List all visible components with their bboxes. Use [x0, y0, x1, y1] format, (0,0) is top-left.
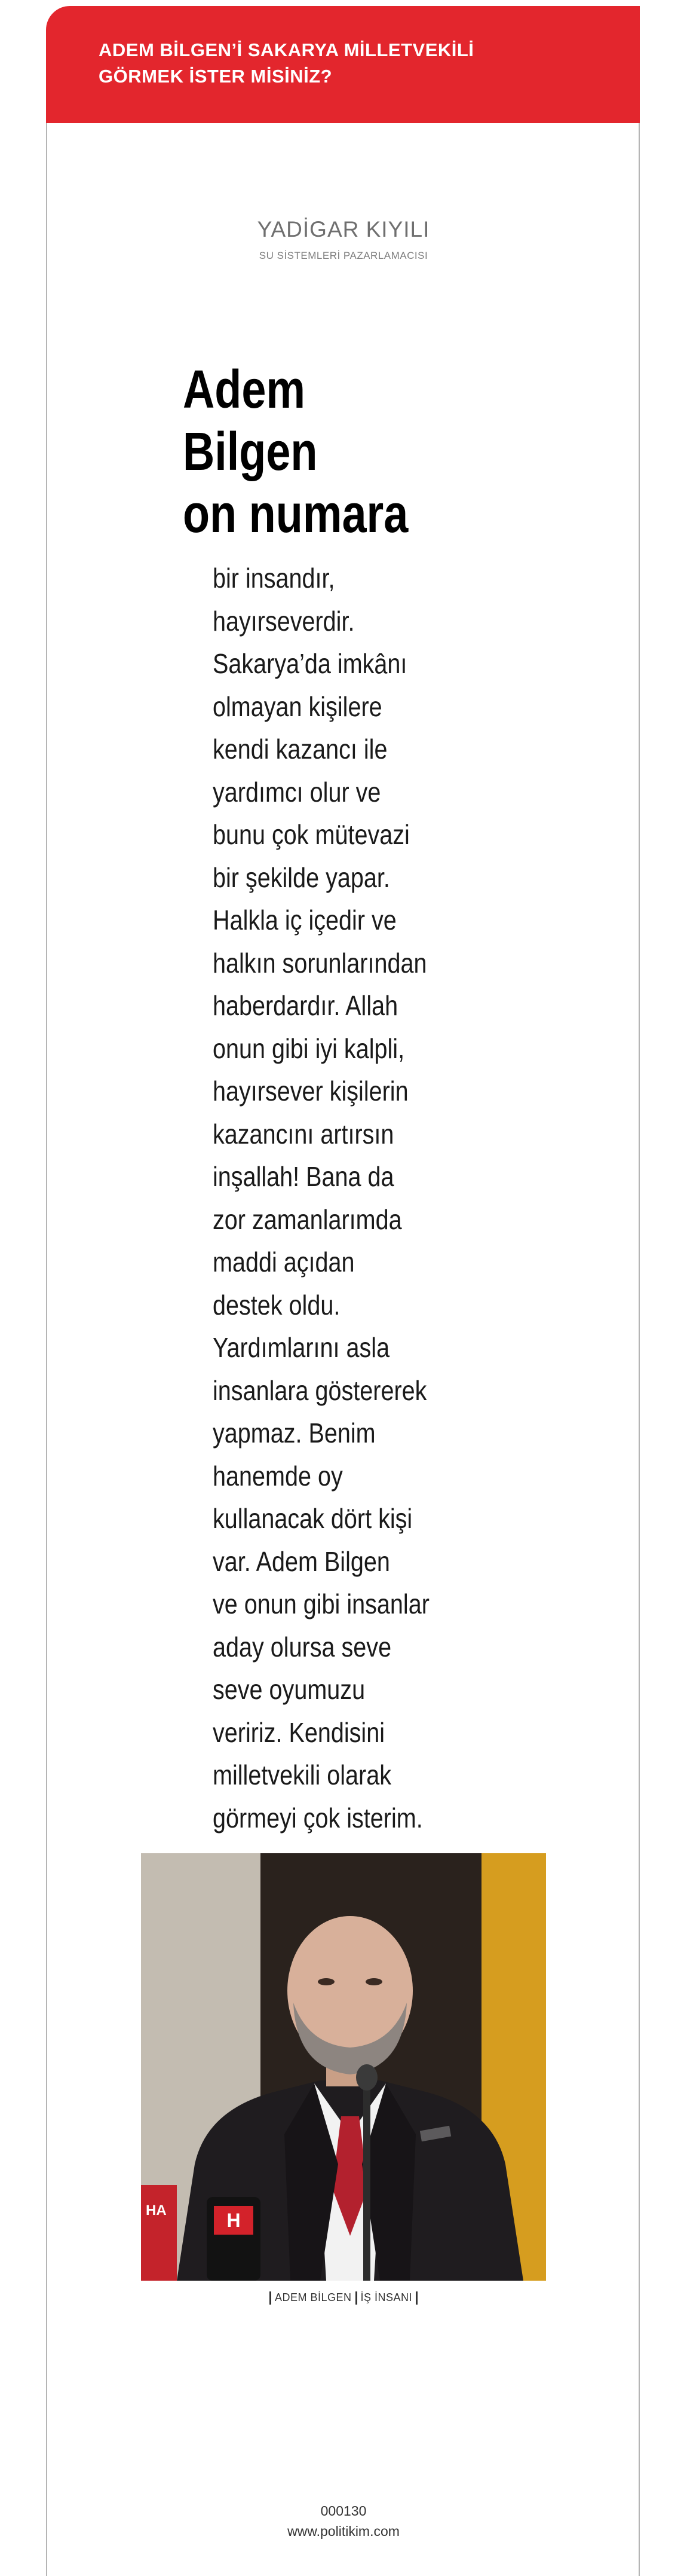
mic-logo-text: H — [226, 2210, 241, 2231]
eye-right — [366, 1978, 382, 1985]
body-line: bir insandır, — [213, 563, 335, 594]
body-line: maddi açıdan — [213, 1246, 355, 1278]
body-line: aday olursa seve — [213, 1631, 392, 1663]
body-line: görmeyi çok isterim. — [213, 1802, 423, 1834]
header-banner — [46, 6, 640, 123]
body-line: zor zamanlarımda — [213, 1203, 402, 1235]
body-line: insanlara göstererek — [213, 1374, 427, 1406]
photo-caption — [0, 2291, 687, 2305]
body-line: halkın sorunlarından — [213, 947, 427, 979]
portrait-illustration — [141, 1853, 546, 2281]
body-line: inşallah! Bana da — [213, 1161, 394, 1192]
banner-title-line-1: ADEM BİLGEN’İ SAKARYA MİLLETVEKİLİ — [99, 39, 474, 60]
body-line: yardımcı olur ve — [213, 776, 381, 808]
caption-name: ADEM BİLGEN — [274, 2291, 352, 2303]
body-line: kazancını artırsın — [213, 1118, 394, 1150]
caption-role: İŞ İNSANI — [360, 2291, 413, 2303]
body-line: kendi kazancı ile — [213, 734, 388, 765]
body-line: yapmaz. Benim — [213, 1417, 376, 1449]
mic-stand — [363, 2068, 370, 2281]
body-line: bir şekilde yapar. — [213, 861, 390, 893]
banner-title-line-2: GÖRMEK İSTER MİSİNİZ? — [99, 66, 333, 87]
body-line: Halkla iç içedir ve — [213, 904, 397, 936]
body-line: seve oyumuzu — [213, 1674, 366, 1705]
body-line: ve onun gibi insanlar — [213, 1588, 430, 1619]
headline-line-2: Bilgen — [183, 422, 318, 482]
article-body — [213, 557, 470, 1839]
caption-divider — [355, 2291, 357, 2305]
mic-left-logo-text: HA — [146, 2202, 167, 2219]
page-number: 000130 — [320, 2503, 367, 2519]
body-line: haberdardır. Allah — [213, 990, 398, 1021]
body-line: onun gibi iyi kalpli, — [213, 1032, 405, 1064]
caption-divider — [416, 2291, 418, 2305]
eye-left — [318, 1978, 335, 1985]
body-line: Yardımlarını asla — [213, 1332, 390, 1363]
body-line: olmayan kişilere — [213, 690, 382, 722]
website-url: www.politikim.com — [287, 2523, 400, 2539]
body-line: var. Adem Bilgen — [213, 1545, 390, 1577]
body-line: kullanacak dört kişi — [213, 1503, 413, 1534]
body-line: hayırseverdir. — [213, 605, 355, 637]
press-microphone-left — [141, 2185, 177, 2281]
body-line: hanemde oy — [213, 1460, 343, 1492]
body-line: destek oldu. — [213, 1289, 341, 1321]
body-line: hayırsever kişilerin — [213, 1075, 409, 1107]
author-name: YADİGAR KIYILI — [257, 217, 430, 242]
caption-divider — [269, 2291, 271, 2305]
mic-head — [356, 2064, 378, 2091]
headline-line-3: on numara — [183, 484, 409, 544]
portrait-photo — [141, 1853, 546, 2281]
article-headline — [183, 359, 408, 545]
author-title: SU SİSTEMLERİ PAZARLAMACISI — [259, 250, 428, 261]
body-line: Sakarya’da imkânı — [213, 648, 407, 679]
body-line: veririz. Kendisini — [213, 1716, 385, 1748]
body-line: milletvekili olarak — [213, 1759, 391, 1790]
body-line: bunu çok mütevazi — [213, 819, 410, 850]
headline-line-1: Adem — [183, 360, 306, 420]
